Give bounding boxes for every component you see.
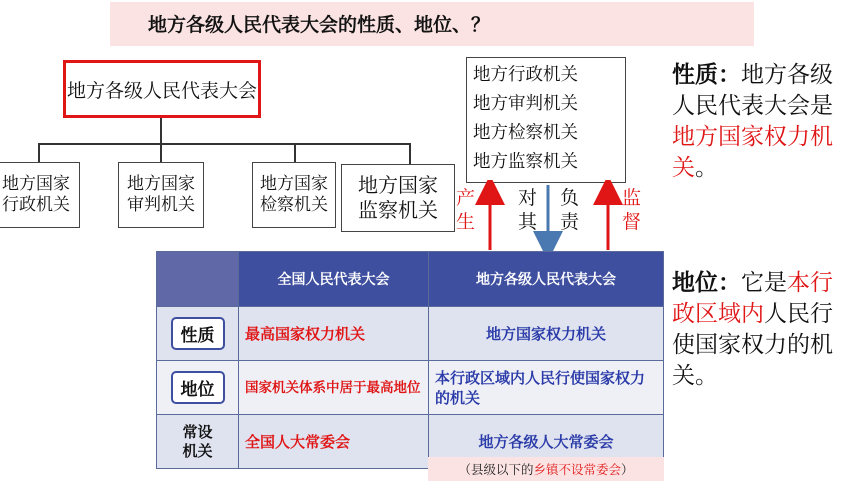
table-cell: 国家机关体系中居于最高地位 xyxy=(239,361,429,415)
label-responsible-right: 负 责 xyxy=(560,187,580,233)
tree-connector-branch xyxy=(409,143,411,165)
organ-item: 地方行政机关 xyxy=(473,65,578,85)
table-header-national: 全国人民代表大会 xyxy=(239,252,429,307)
label-supervise: 监 督 xyxy=(622,187,642,233)
table-row xyxy=(157,307,664,361)
table-row xyxy=(157,361,664,415)
organ-item: 地方检察机关 xyxy=(473,123,578,143)
root-node-local-congress: 地方各级人民代表大会 xyxy=(63,60,261,118)
label-produce: 产 生 xyxy=(456,187,476,233)
table-header-local: 地方各级人民代表大会 xyxy=(429,252,664,307)
organ-item: 地方审判机关 xyxy=(473,94,578,114)
position-label: 地位 xyxy=(672,270,718,296)
comparison-table xyxy=(156,251,664,469)
row-label-position: 地位 xyxy=(171,371,225,404)
label-responsible-left: 对 其 xyxy=(518,187,538,233)
footnote-highlight: 乡镇不设常委会 xyxy=(533,462,621,477)
tree-connector-branch xyxy=(160,143,162,163)
local-organs-list xyxy=(466,57,626,183)
page-title: 地方各级人民代表大会的性质、地位、？ xyxy=(148,14,491,36)
nature-highlight: 地方国家权力机关 xyxy=(672,124,833,181)
table-cell: 地方国家权力机关 xyxy=(429,307,664,361)
row-label-standing-body: 常设机关 xyxy=(182,422,213,460)
nature-statement: 性质：地方各级人民代表大会是地方国家权力机关。 xyxy=(672,62,833,181)
table-cell: 地方各级人大常委会 xyxy=(429,415,664,469)
position-statement: 地位：它是本行政区域内人民行使国家权力的机关。 xyxy=(672,270,833,389)
tree-connector-vertical xyxy=(160,118,162,144)
relation-arrows xyxy=(470,180,630,255)
table-header-row xyxy=(157,252,664,307)
row-label-nature: 性质 xyxy=(171,317,225,350)
nature-label: 性质 xyxy=(672,62,718,88)
organ-item: 地方监察机关 xyxy=(473,152,578,172)
table-corner-cell xyxy=(157,252,239,307)
tree-connector-branch xyxy=(38,143,40,163)
child-node-administrative: 地方国家 行政机关 xyxy=(0,162,80,228)
child-node-judicial: 地方国家 审判机关 xyxy=(118,162,204,228)
tree-connector-horizontal xyxy=(38,143,411,145)
tree-connector-branch xyxy=(294,143,296,163)
child-node-supervisory: 地方国家 监察机关 xyxy=(341,164,455,232)
table-cell: 本行政区域内人民行使国家权力的机关 xyxy=(429,361,664,415)
child-node-procuratorial: 地方国家 检察机关 xyxy=(252,162,336,228)
table-cell: 全国人大常委会 xyxy=(239,415,429,469)
footnote: （县级以下的 乡镇不设常委会 ） xyxy=(428,457,664,481)
position-highlight: 本行政区域内 xyxy=(672,270,833,327)
table-cell: 最高国家权力机关 xyxy=(239,307,429,361)
